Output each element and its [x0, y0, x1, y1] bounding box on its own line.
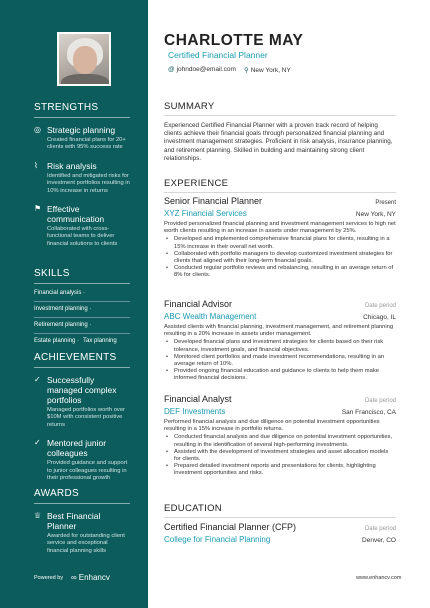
- target-icon: ◎: [34, 125, 41, 134]
- job-description: Assisted clients with financial planning, investment management, and retirement planning resulting in a 20% increase in assets under management.: [164, 324, 394, 338]
- award-item: [34, 511, 130, 555]
- job-entry: [164, 394, 396, 478]
- job-location: San Francisco, CA: [341, 409, 396, 416]
- education-location: Denver, CO: [362, 537, 396, 544]
- strength-title: Effective communication: [47, 204, 105, 225]
- awards-title: AWARDS: [34, 488, 130, 504]
- job-bullet: • Prepared detailed investment reports and presentations for clients, highlighting investment opportunities and risks.: [164, 463, 396, 477]
- sidebar: [0, 0, 148, 608]
- job-location: Chicago, IL: [363, 314, 396, 321]
- skills-title: SKILLS: [34, 268, 130, 284]
- job-bullets: [164, 434, 396, 477]
- education-entry: [164, 522, 396, 544]
- job-bullet: • Developed and implemented comprehensive financial plans for clients, resulting in a 15% increase in their overall net worth.: [164, 236, 396, 250]
- skill-item: Financial analysis ·: [34, 286, 130, 302]
- job-entry: [164, 196, 396, 280]
- achievement-item: [34, 438, 130, 482]
- award-desc: Awarded for outstanding client service and exceptional financial planning skills: [47, 533, 125, 554]
- pin-icon: ⚲: [243, 67, 249, 74]
- job-date: Date period: [364, 398, 396, 404]
- strength-item: [34, 161, 130, 195]
- job-bullet: • Conducted financial analysis and due diligence on potential investment opportunities, resulting in the identification of several high-performing investments.: [164, 434, 396, 448]
- job-company: ABC Wealth Management: [164, 312, 257, 321]
- job-role: Senior Financial Planner: [164, 196, 263, 206]
- email[interactable]: @ johndoe@email.com: [168, 66, 236, 73]
- job-role: Financial Analyst: [164, 394, 232, 404]
- skill-item: Estate planning ·: [34, 338, 80, 344]
- infinity-icon: ∞: [71, 573, 77, 582]
- summary-title: SUMMARY: [164, 101, 396, 116]
- strengths-title: STRENGTHS: [34, 102, 130, 118]
- check-icon: ✓: [34, 438, 41, 448]
- strength-title: Strategic planning: [47, 125, 116, 135]
- achievement-title: Mentored junior colleagues: [47, 438, 107, 459]
- trophy-icon: ♕: [34, 511, 42, 520]
- enhancv-logo[interactable]: [71, 573, 110, 582]
- profile-photo: [57, 32, 111, 86]
- strength-desc: Created financial plans for 20+ clients with 95% success rate: [47, 137, 126, 151]
- job-company: XYZ Financial Services: [164, 209, 247, 218]
- education-date: Date period: [364, 526, 396, 532]
- job-date: Present: [375, 200, 396, 206]
- skill-item: Retirement planning ·: [34, 318, 130, 334]
- candidate-name: CHARLOTTE MAY: [164, 32, 304, 49]
- job-bullet: • Collaborated with portfolio managers to develop customized investment strategies for clients that aligned with their long-term financial goals.: [164, 251, 396, 265]
- education-title: EDUCATION: [164, 503, 396, 518]
- job-entry: [164, 299, 396, 383]
- achievement-item: [34, 375, 130, 429]
- job-location: New York, NY: [355, 211, 396, 218]
- chart-icon: ⌇: [34, 160, 38, 170]
- powered-by: [34, 573, 110, 582]
- strengths-section: [34, 102, 130, 257]
- powered-by-label: Powered by: [34, 574, 64, 581]
- flag-icon: ⚑: [34, 204, 42, 214]
- job-company: DEF Investments: [164, 407, 226, 416]
- job-bullet: • Assisted with the development of investment strategies and asset allocation models for clients.: [164, 449, 396, 463]
- location: ⚲ New York, NY: [243, 67, 291, 74]
- job-description: Performed financial analysis and due diligence on potential investment opportunities resulting in a 15% increase in portfolio returns.: [164, 419, 380, 433]
- summary-text: Experienced Certified Financial Planner with a proven track record of helping clients achieve their financial goals through personalized financial planning and investment management strategies. Proficient in risk analysis, insurance planning, and retirement planning. Skilled in building and maintaining strong client relationships.: [164, 122, 393, 162]
- contact-info: [168, 66, 291, 74]
- job-bullet: • Monitored client portfolios and made investment recommendations, resulting in an average return of 10%.: [164, 354, 396, 368]
- job-bullets: [164, 236, 396, 279]
- achievements-title: ACHIEVEMENTS: [34, 352, 130, 368]
- job-bullet: • Conducted regular portfolio reviews and rebalancing, resulting in an average return of 8% for clients.: [164, 265, 396, 279]
- degree: Certified Financial Planner (CFP): [164, 522, 297, 532]
- skill-item: Investment planning ·: [34, 302, 130, 318]
- job-bullets: [164, 339, 396, 382]
- awards-section: [34, 488, 130, 564]
- strength-item: [34, 125, 130, 152]
- strength-title: Risk analysis: [47, 160, 97, 171]
- job-bullet: • Provided ongoing financial education and guidance to clients to help them make informed financial decisions.: [164, 368, 396, 382]
- footer-url[interactable]: www.enhancv.com: [356, 575, 402, 581]
- achievement-desc: Managed portfolios worth over $10M with consistent positive returns: [47, 407, 125, 428]
- skills-section: [34, 268, 130, 349]
- achievement-desc: Provided guidance and support to junior colleagues resulting in their professional growth: [47, 460, 128, 482]
- strength-item: [34, 204, 130, 248]
- award-title: Best Financial Planner: [47, 511, 101, 531]
- school: College for Financial Planning: [164, 535, 271, 544]
- strength-desc: Identified and mitigated risks for investment portfolios resulting in 10% increase in returns: [47, 172, 130, 194]
- check-icon: ✓: [34, 375, 41, 384]
- achievement-title: Successfully managed complex portfolios: [47, 375, 117, 405]
- at-icon: @: [168, 66, 175, 73]
- skill-item: Tax planning: [83, 338, 117, 344]
- achievements-section: [34, 352, 130, 491]
- job-bullet: • Developed financial plans and investment strategies for clients based on their risk tolerance, investment goals, and financial objectives.: [164, 339, 396, 353]
- candidate-title: Certified Financial Planner: [168, 50, 268, 60]
- brand-name: Enhancv: [78, 573, 110, 582]
- job-date: Date period: [364, 303, 396, 309]
- job-role: Financial Advisor: [164, 299, 233, 309]
- strength-desc: Collaborated with cross-functional teams to deliver financial solutions to clients: [47, 226, 118, 247]
- job-description: Provided personalized financial planning and investment management services to high net worth clients resulting in an increase in assets under management by 25%.: [164, 221, 396, 235]
- skill-row: [34, 334, 130, 349]
- experience-title: EXPERIENCE: [164, 178, 396, 193]
